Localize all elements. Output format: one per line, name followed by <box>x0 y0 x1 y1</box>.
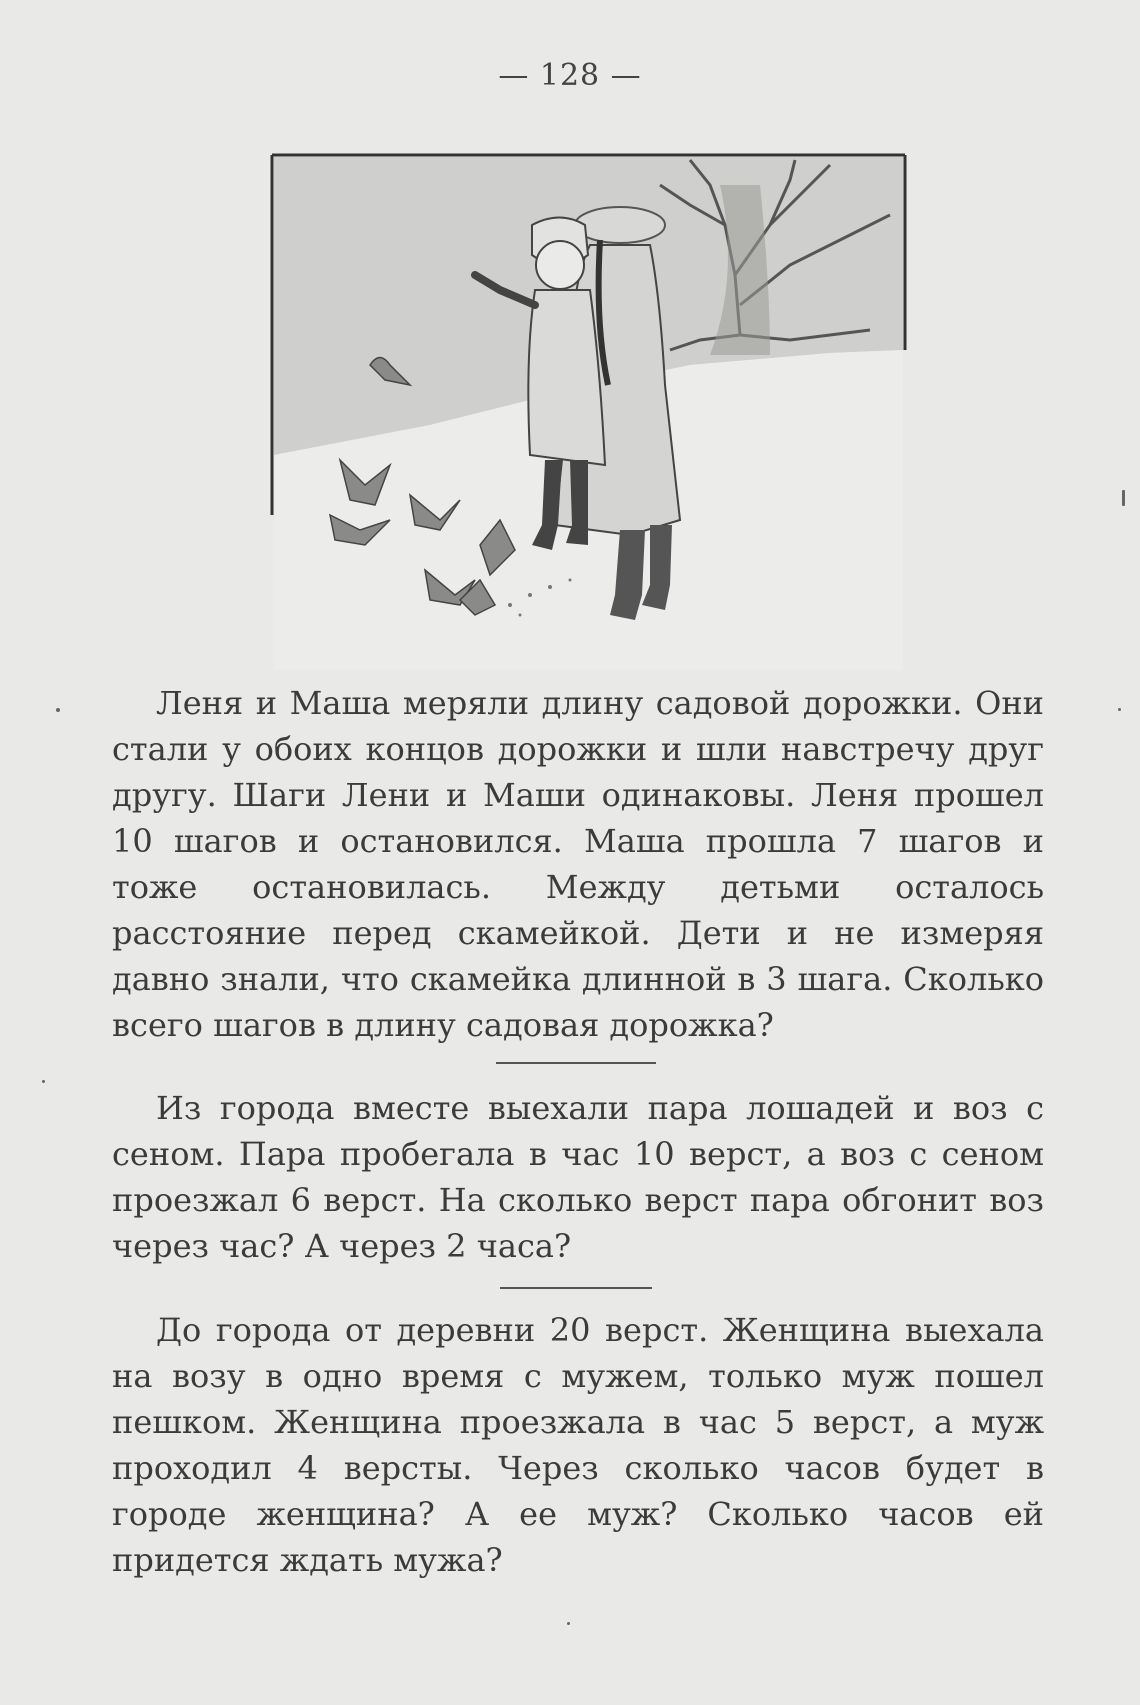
print-speck <box>56 708 60 712</box>
print-speck <box>42 1080 45 1083</box>
print-speck <box>567 1622 570 1625</box>
print-speck <box>1122 490 1125 506</box>
section-divider <box>496 1062 656 1064</box>
print-speck <box>1118 708 1121 711</box>
section-divider <box>500 1287 652 1289</box>
problem-2 <box>112 1085 1044 1269</box>
problem-text: Из города вместе выехали пара лошадей и воз с сеном. Пара пробегала в час 10 верст, а воз с сеном проезжал 6 верст. На сколько верст пара обгонит воз через час? А через 2 часа? <box>112 1089 1044 1265</box>
illustration-girls-feeding-birds <box>270 125 910 670</box>
problem-text: До города от деревни 20 верст. Женщина выехала на возу в одно время с мужем, только муж пошел пешком. Женщина проезжала в час 5 верст, а муж проходил 4 версты. Через сколько часов будет в городе женщина? А ее муж? Сколько часов ей придется ждать мужа? <box>112 1311 1044 1579</box>
problem-text: Леня и Маша меряли длину садовой дорожки. Они стали у обоих концов дорожки и шли навстречу друг другу. Шаги Лени и Маши одинаковы. Леня прошел 10 шагов и остановился. Маша прошла 7 шагов и тоже остановилась. Между детьми осталось расстояние перед скамейкой. Дети и не измеряя давно знали, что скамейка длинной в 3 шага. Сколько всего шагов в длину садовая дорожка? <box>112 684 1044 1044</box>
problem-1 <box>112 680 1044 1048</box>
problem-3 <box>112 1307 1044 1583</box>
page-number: — 128 — <box>498 58 642 93</box>
